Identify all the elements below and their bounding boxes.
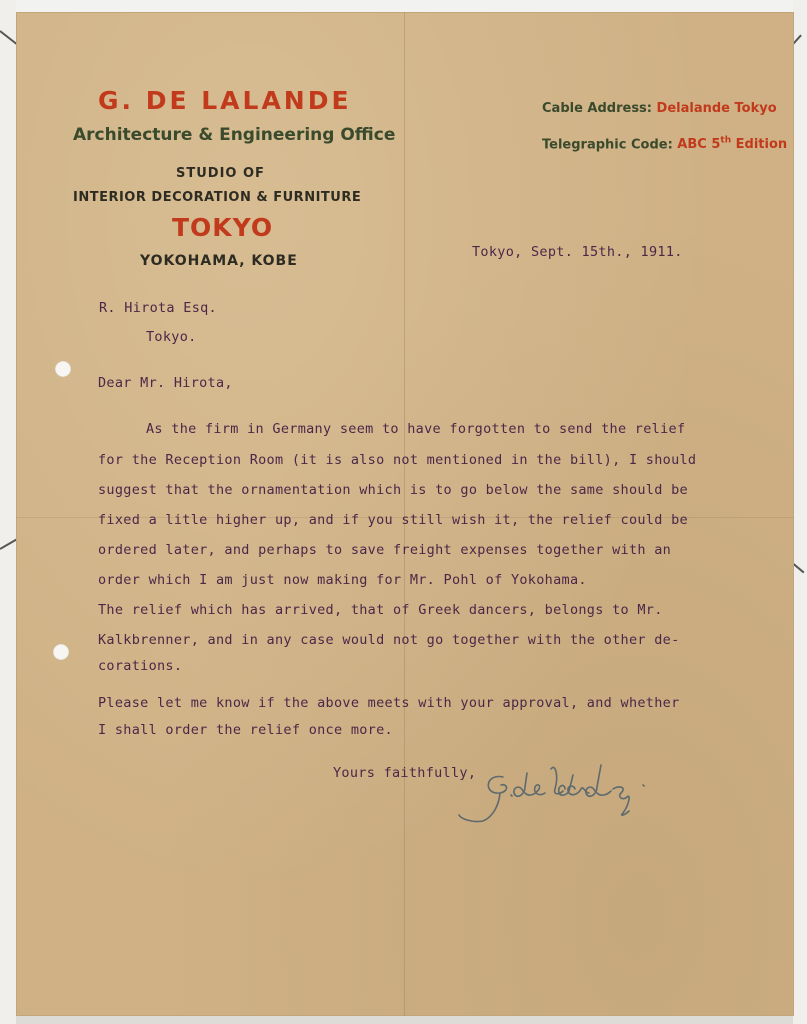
recipient-name: R. Hirota Esq. bbox=[99, 300, 217, 316]
firm-subtitle: Architecture & Engineering Office bbox=[73, 125, 396, 145]
body-line: Kalkbrenner, and in any case would not go together with the other de- bbox=[98, 632, 680, 648]
letter-date: Tokyo, Sept. 15th., 1911. bbox=[472, 244, 683, 260]
body-line: corations. bbox=[98, 658, 183, 674]
telegraphic-code-edition: Edition bbox=[731, 137, 788, 153]
body-line: order which I am just now making for Mr. Pohl of Yokohama. bbox=[98, 572, 587, 588]
interior-decoration-line: INTERIOR DECORATION & FURNITURE bbox=[73, 190, 362, 205]
body-line: ordered later, and perhaps to save freight expenses together with an bbox=[98, 542, 672, 558]
recipient-city: Tokyo. bbox=[146, 329, 197, 345]
scan-background-right bbox=[793, 0, 807, 1024]
body-line: suggest that the ornamentation which is to go below the same should be bbox=[98, 482, 688, 498]
telegraphic-code-main: ABC 5 bbox=[677, 137, 721, 153]
telegraphic-code bbox=[542, 136, 787, 152]
body-line: As the firm in Germany seem to have forgotten to send the relief bbox=[146, 421, 686, 437]
punch-hole-bottom bbox=[53, 644, 69, 660]
body-line: for the Reception Room (it is also not mentioned in the bill), I should bbox=[98, 452, 697, 468]
telegraphic-code-superscript: th bbox=[720, 136, 732, 146]
studio-line: STUDIO OF bbox=[176, 166, 265, 181]
body-line: fixed a litle higher up, and if you still wish it, the relief could be bbox=[98, 512, 688, 528]
body-line: I shall order the relief once more. bbox=[98, 722, 393, 738]
salutation: Dear Mr. Hirota, bbox=[98, 375, 233, 391]
cable-address bbox=[542, 101, 777, 116]
body-line: Please let me know if the above meets with your approval, and whether bbox=[98, 695, 680, 711]
cable-address-value: Delalande Tokyo bbox=[656, 101, 777, 116]
telegraphic-code-label: Telegraphic Code: bbox=[542, 137, 673, 153]
closing: Yours faithfully, bbox=[333, 765, 477, 781]
scan-background-left bbox=[0, 0, 16, 1024]
body-line: The relief which has arrived, that of Greek dancers, belongs to Mr. bbox=[98, 602, 663, 618]
telegraphic-code-value bbox=[677, 137, 787, 152]
punch-hole-top bbox=[55, 361, 71, 377]
firm-name: G. DE LALANDE bbox=[98, 86, 352, 115]
city-tokyo: TOKYO bbox=[172, 213, 274, 242]
handwritten-signature bbox=[455, 755, 680, 830]
branch-cities: YOKOHAMA, KOBE bbox=[140, 253, 298, 269]
cable-address-label: Cable Address: bbox=[542, 101, 652, 116]
